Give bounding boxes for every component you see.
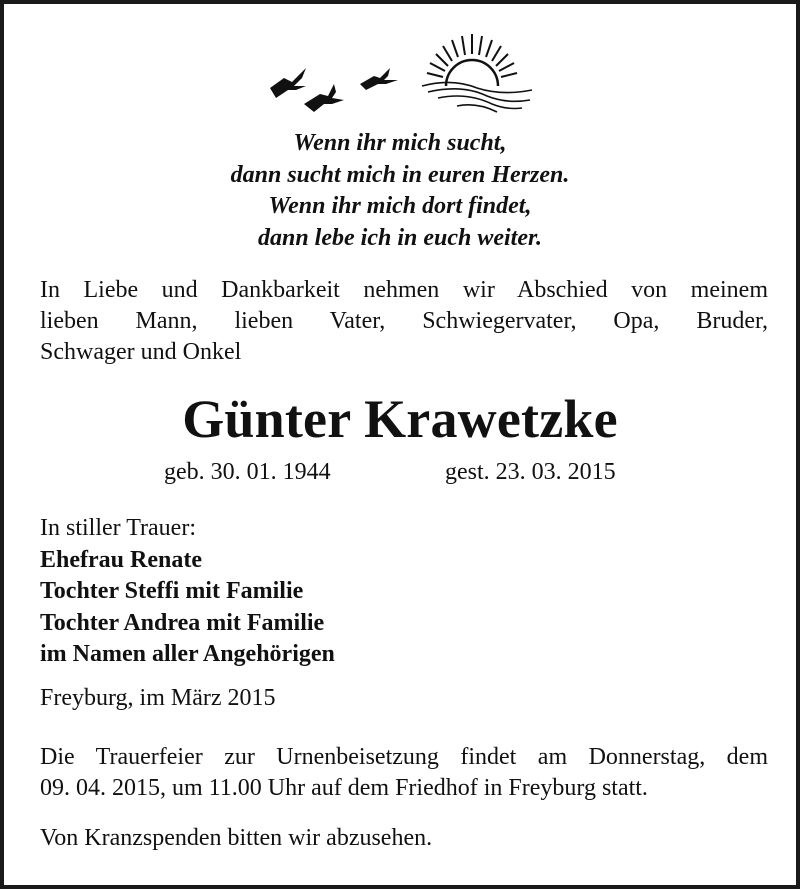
poem-line: dann lebe ich in euch weiter.: [257, 224, 542, 251]
poem-line: Wenn ihr mich sucht,: [293, 130, 507, 156]
birth-date: geb. 30. 01. 1944: [164, 459, 331, 485]
service-line: Die Trauerfeier zur Urnenbeisetzung findet am Donnerstag, dem: [40, 744, 768, 770]
mourner-name: Tochter Andrea mit Familie: [40, 609, 325, 636]
bird-icon: [360, 68, 398, 90]
bird-icon: [270, 68, 306, 98]
bird-icon: [304, 84, 344, 112]
death-date: gest. 23. 03. 2015: [445, 459, 616, 485]
intro-line: lieben Mann, lieben Vater, Schwiegervater, Opa, Bruder,: [40, 308, 768, 334]
intro-line: Schwager und Onkel: [40, 339, 242, 365]
mourners-heading: In stiller Trauer:: [40, 515, 196, 541]
service-line: 09. 04. 2015, um 11.00 Uhr auf dem Friedhof in Freyburg statt.: [40, 775, 648, 801]
poem: [4, 128, 796, 254]
mourner-name: Ehefrau Renate: [40, 546, 202, 573]
poem-line: Wenn ihr mich dort findet,: [268, 193, 532, 219]
mourner-name: im Namen aller Angehörigen: [40, 641, 335, 667]
poem-line: dann sucht mich in euren Herzen.: [230, 161, 570, 188]
sun-icon: [427, 34, 517, 86]
deceased-name: Günter Krawetzke: [182, 389, 618, 449]
mourners: [40, 513, 335, 671]
place-and-date: Freyburg, im März 2015: [40, 685, 276, 711]
birds-and-sunrise-icon: [262, 26, 542, 116]
intro-text: [40, 275, 768, 368]
intro-line: In Liebe und Dankbarkeit nehmen wir Abschied von meinem: [40, 277, 768, 303]
mourner-name: Tochter Steffi mit Familie: [40, 578, 304, 604]
hills-icon: [422, 82, 532, 112]
flowers-note: Von Kranzspenden bitten wir abzusehen.: [40, 825, 433, 851]
service-info: [40, 742, 768, 804]
